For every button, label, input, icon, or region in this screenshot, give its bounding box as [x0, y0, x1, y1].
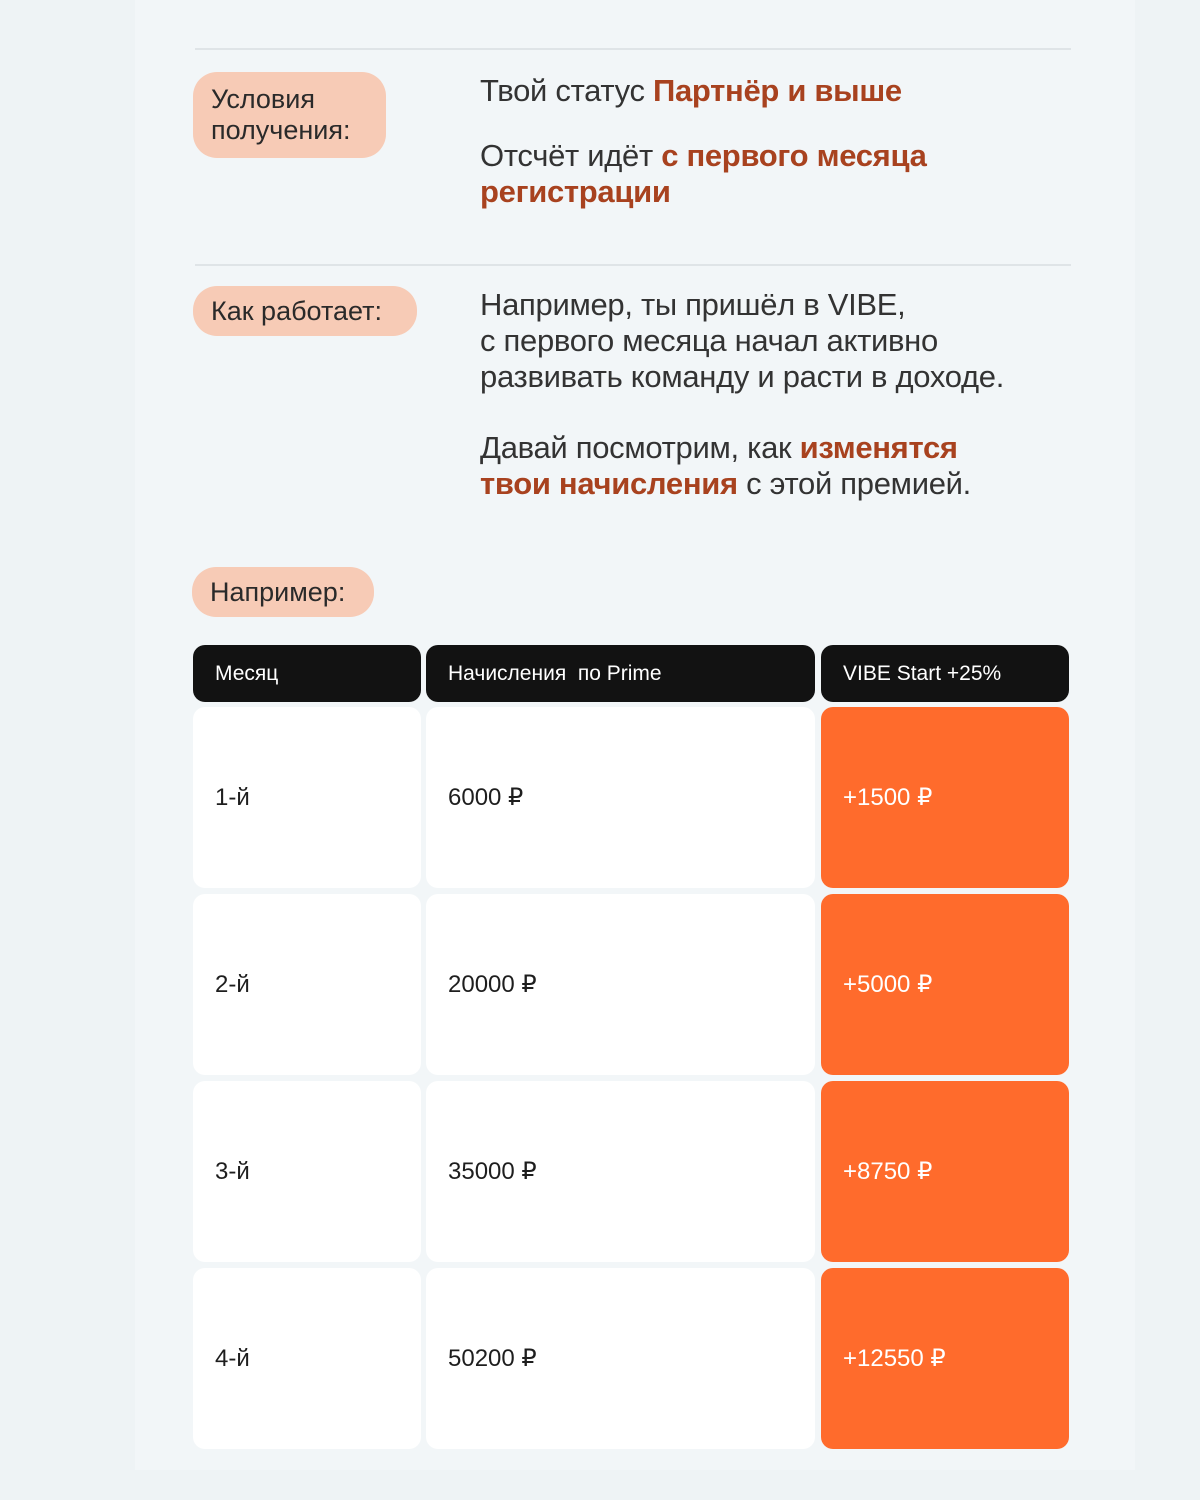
- month-value: 1-й: [215, 783, 250, 811]
- header-prime: [426, 645, 815, 702]
- header-bonus: [821, 645, 1069, 702]
- divider-middle: [195, 264, 1071, 266]
- conditions-status-line: [480, 73, 1080, 109]
- month-value: 2-й: [215, 970, 250, 998]
- prime-value: 50200 ₽: [448, 1345, 537, 1372]
- how-line-1: Например, ты пришёл в VIBE,: [480, 287, 906, 322]
- table-row-1-prime: [426, 707, 815, 888]
- example-label-text: Например:: [210, 577, 346, 607]
- divider-top: [195, 48, 1071, 50]
- how-paragraph-2: [480, 430, 1020, 502]
- bonus-value: +5000 ₽: [843, 971, 933, 998]
- count-accent: с первого месяца регистрации: [480, 138, 927, 209]
- how-label: [193, 286, 417, 336]
- how-p2-suffix: с этой премией.: [737, 466, 971, 501]
- table-row-3-month: [193, 1081, 421, 1262]
- conditions-label-text: Условия получения:: [211, 84, 351, 145]
- bonus-value: +1500 ₽: [843, 784, 933, 811]
- table-row-2-bonus: [821, 894, 1069, 1075]
- header-prime-text: Начисления по Prime: [448, 661, 662, 685]
- conditions-count-line: [480, 138, 970, 210]
- example-label: [192, 567, 374, 617]
- how-p2-accent: изменятся твои начисления: [480, 430, 958, 501]
- table-row-1-bonus: [821, 707, 1069, 888]
- month-value: 3-й: [215, 1157, 250, 1185]
- table-row-2-prime: [426, 894, 815, 1075]
- header-bonus-text: VIBE Start +25%: [843, 661, 1002, 685]
- bonus-value: +8750 ₽: [843, 1158, 933, 1185]
- how-label-text: Как работает:: [211, 296, 383, 326]
- table-row-3-bonus: [821, 1081, 1069, 1262]
- prime-value: 6000 ₽: [448, 784, 524, 811]
- status-prefix: Твой статус: [480, 73, 653, 108]
- how-line-3: развивать команду и расти в доходе.: [480, 359, 1005, 394]
- conditions-label: [193, 72, 386, 158]
- table-row-1-month: [193, 707, 421, 888]
- header-month-text: Месяц: [215, 661, 279, 685]
- how-paragraph-1: [480, 287, 1100, 395]
- prime-value: 20000 ₽: [448, 971, 537, 998]
- prime-value: 35000 ₽: [448, 1158, 537, 1185]
- bonus-value: +12550 ₽: [843, 1345, 946, 1372]
- count-prefix: Отсчёт идёт: [480, 138, 662, 173]
- how-line-2: с первого месяца начал активно: [480, 323, 938, 358]
- status-accent: Партнёр и выше: [653, 73, 902, 108]
- table-row-3-prime: [426, 1081, 815, 1262]
- table-row-4-month: [193, 1268, 421, 1449]
- header-month: [193, 645, 421, 702]
- table-row-4-prime: [426, 1268, 815, 1449]
- table-row-4-bonus: [821, 1268, 1069, 1449]
- month-value: 4-й: [215, 1344, 250, 1372]
- how-p2-prefix: Давай посмотрим, как: [480, 430, 800, 465]
- table-row-2-month: [193, 894, 421, 1075]
